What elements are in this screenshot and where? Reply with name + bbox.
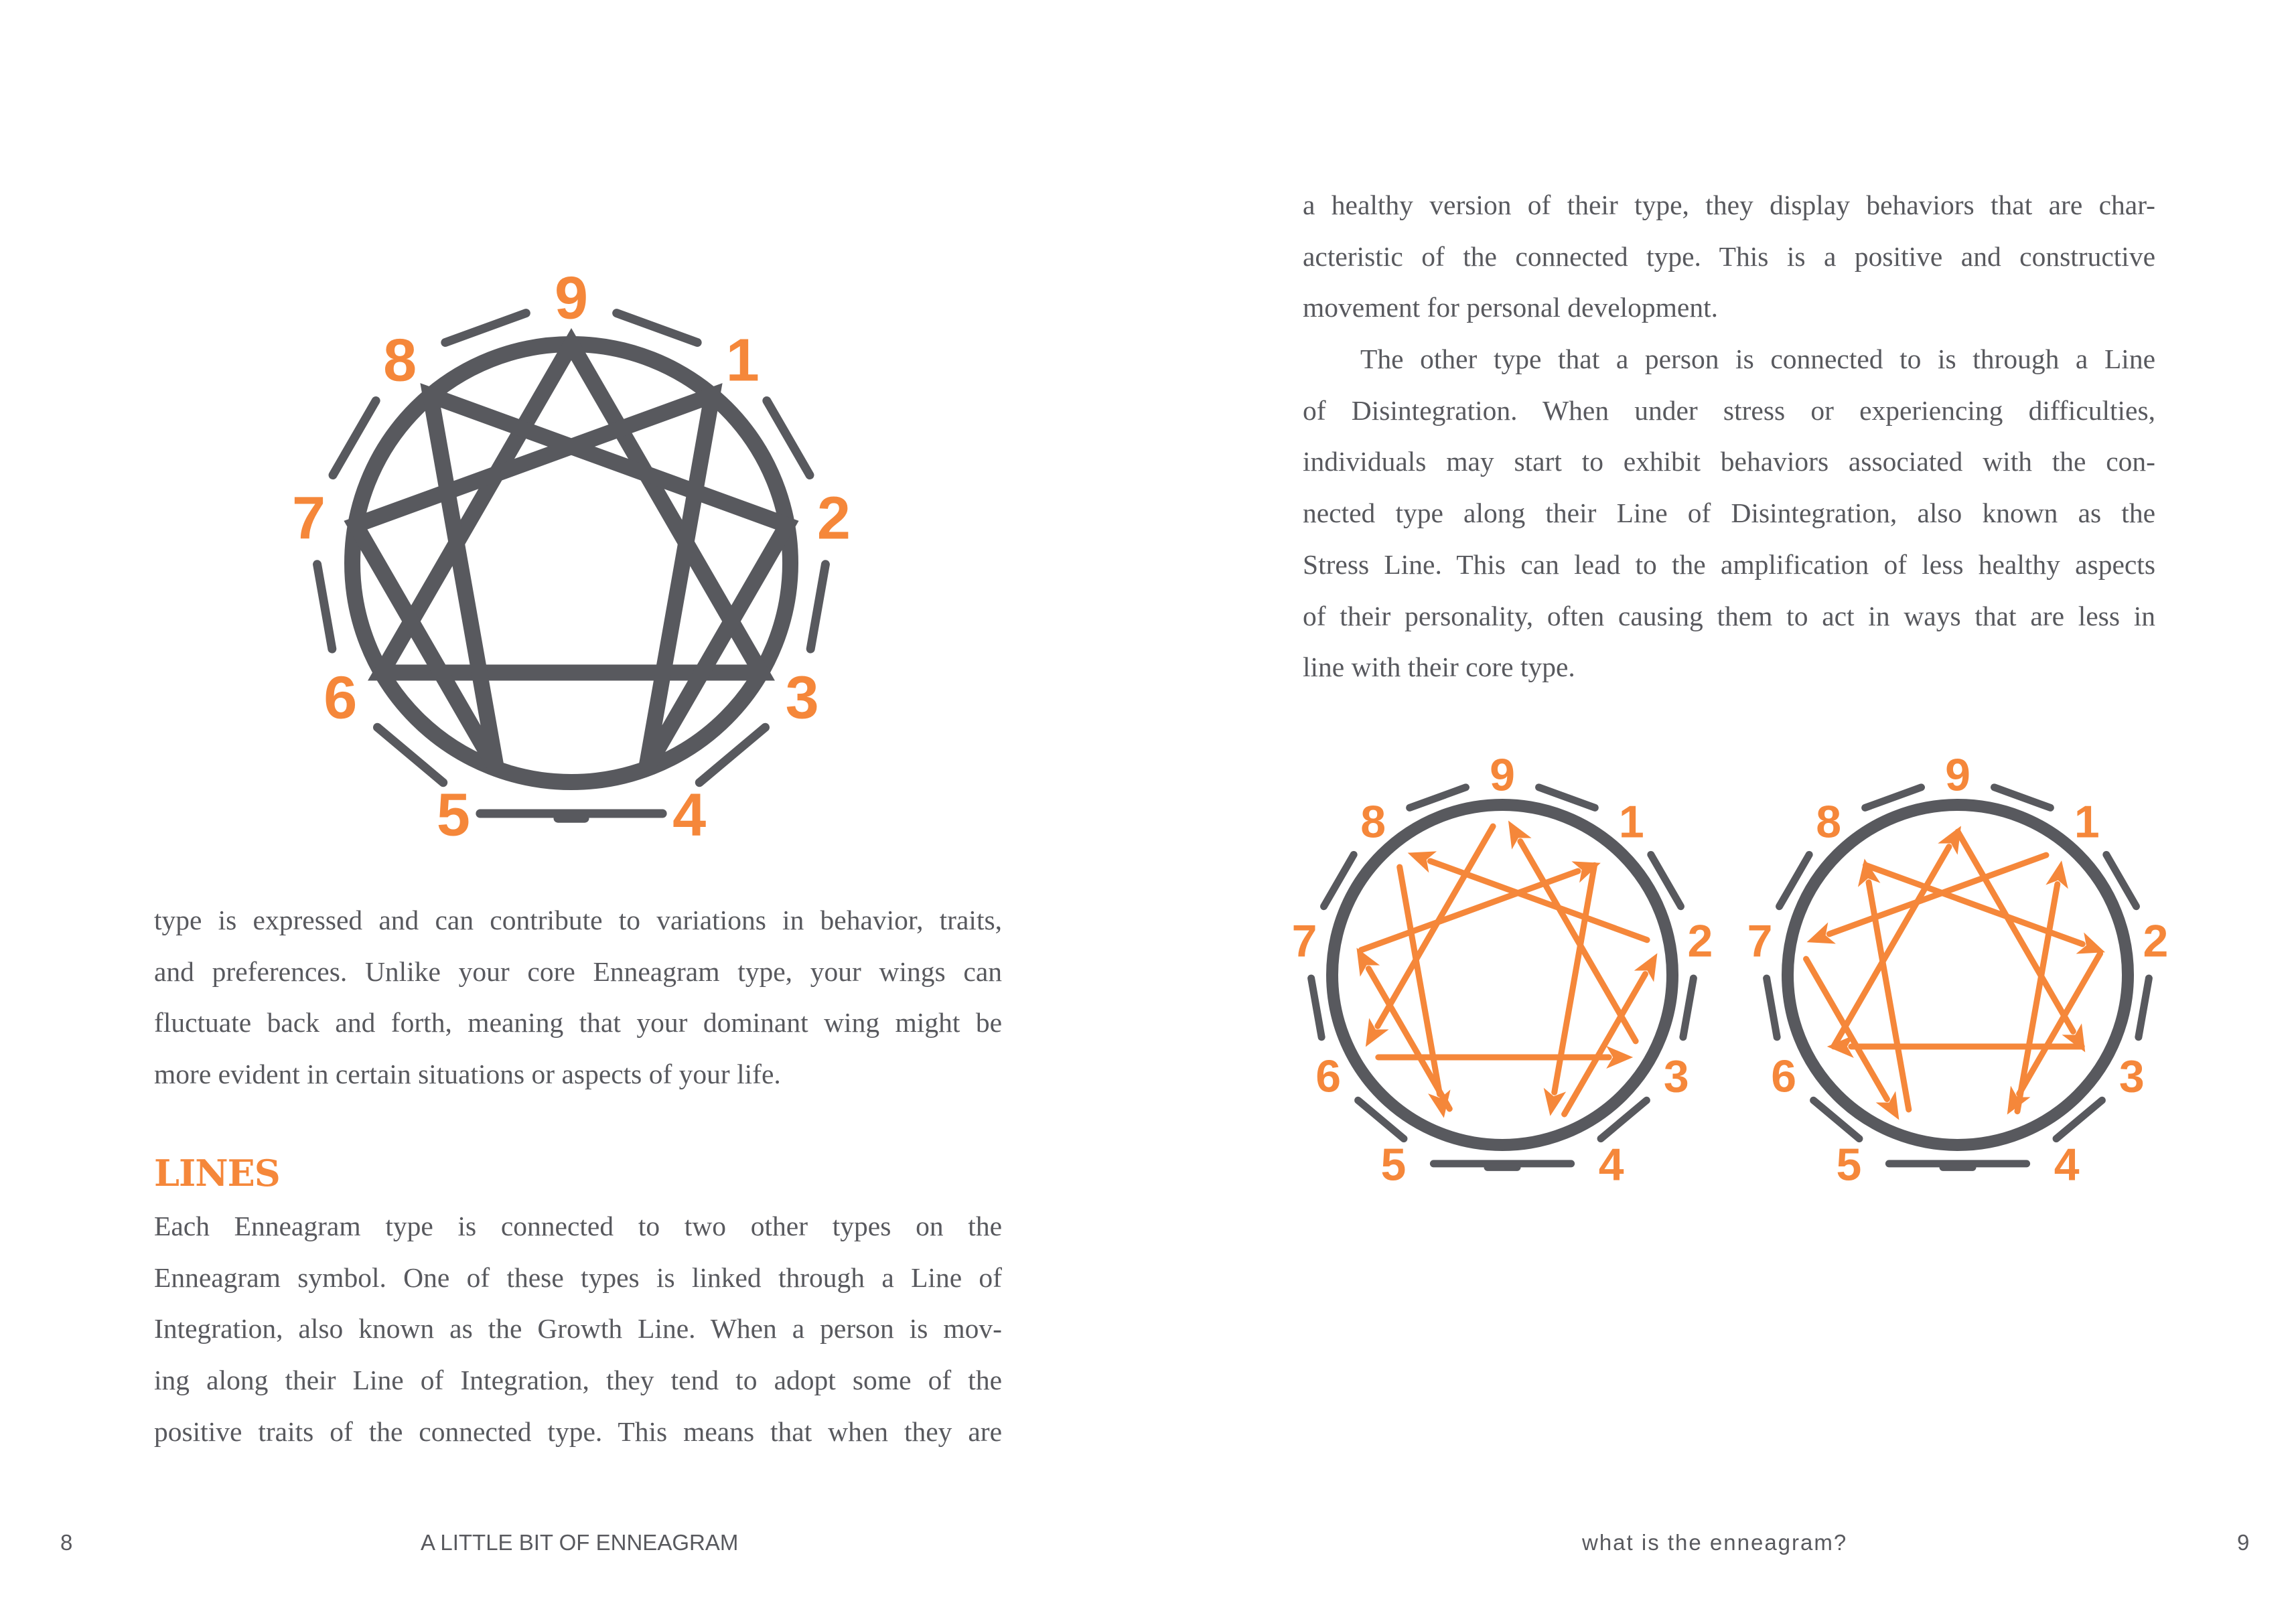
wing-arc-segment bbox=[1683, 978, 1693, 1037]
point-label-9: 9 bbox=[554, 264, 589, 332]
text-line: Stress Line. This can lead to the amplification of less healthy aspects bbox=[1303, 548, 2155, 580]
text-line: of Disintegration. When under stress or experiencing difficulties, bbox=[1303, 394, 2155, 426]
text-line: more evident in certain situations or aspects of your life. bbox=[154, 1059, 781, 1090]
point-label-2: 2 bbox=[816, 485, 851, 552]
point-label-1: 1 bbox=[725, 327, 760, 394]
point-label-3: 3 bbox=[1663, 1051, 1689, 1102]
point-label-4: 4 bbox=[2054, 1139, 2080, 1191]
point-label-1: 1 bbox=[2074, 796, 2100, 848]
point-label-6: 6 bbox=[1315, 1051, 1342, 1102]
point-label-3: 3 bbox=[2119, 1051, 2145, 1102]
text-line: movement for personal development. bbox=[1303, 292, 1719, 323]
point-label-5: 5 bbox=[1380, 1139, 1407, 1191]
point-label-7: 7 bbox=[1747, 915, 1773, 967]
main-enneagram-diagram bbox=[0, 0, 1148, 870]
page-number-right: 9 bbox=[2237, 1530, 2250, 1555]
point-label-7: 7 bbox=[292, 485, 326, 552]
text-line: nected type along their Line of Disintegration, also known as the bbox=[1303, 498, 2155, 529]
enneagram-stress-arrows-icon bbox=[1148, 703, 1724, 1272]
wing-arc-segment bbox=[810, 564, 825, 649]
text-line: individuals may start to exhibit behaviors associated with the con- bbox=[1303, 446, 2155, 477]
growth-arrows-diagram bbox=[1724, 703, 2296, 1272]
point-label-7: 7 bbox=[1291, 915, 1317, 967]
text-line: and preferences. Unlike your core Enneagram type, your wings can bbox=[154, 955, 1002, 987]
wing-arc-segment bbox=[1311, 978, 1321, 1037]
continuation-paragraph bbox=[1303, 179, 2155, 333]
arrow-4-to-2 bbox=[1565, 974, 1646, 1114]
text-line: Integration, also known as the Growth Line. When a person is mov- bbox=[154, 1313, 1002, 1345]
text-line: line with their core type. bbox=[1303, 652, 1575, 683]
lines-paragraph bbox=[154, 1201, 1002, 1458]
point-label-4: 4 bbox=[1598, 1139, 1624, 1191]
text-line: Enneagram symbol. One of these types is linked through a Line of bbox=[154, 1261, 1002, 1293]
point-label-8: 8 bbox=[1816, 796, 1842, 848]
point-label-9: 9 bbox=[1945, 749, 1970, 801]
wing-arc-segment bbox=[2139, 978, 2149, 1037]
running-head-book-title: A LITTLE BIT OF ENNEAGRAM bbox=[421, 1530, 739, 1555]
point-label-6: 6 bbox=[324, 664, 358, 732]
point-label-3: 3 bbox=[785, 664, 819, 732]
point-label-8: 8 bbox=[383, 327, 417, 394]
point-label-1: 1 bbox=[1618, 796, 1644, 848]
wing-arc-segment bbox=[1767, 978, 1777, 1037]
point-label-9: 9 bbox=[1490, 749, 1515, 801]
enneagram-circle bbox=[352, 344, 790, 782]
point-label-5: 5 bbox=[436, 781, 470, 849]
page-number-left: 8 bbox=[60, 1530, 73, 1555]
right-page bbox=[1148, 0, 2296, 1607]
wing-arc-segment bbox=[317, 564, 332, 649]
section-heading-lines: LINES bbox=[154, 1152, 280, 1195]
wing-arc-segment bbox=[617, 313, 698, 343]
point-label-2: 2 bbox=[2143, 915, 2169, 967]
wings-paragraph bbox=[154, 895, 1002, 1100]
stress-arrows-diagram bbox=[1148, 703, 1724, 1272]
text-line: Each Enneagram type is connected to two other types on the bbox=[154, 1211, 1002, 1241]
text-line: a healthy version of their type, they display behaviors that are char- bbox=[1303, 189, 2155, 220]
point-label-8: 8 bbox=[1360, 796, 1386, 848]
point-label-5: 5 bbox=[1836, 1139, 1862, 1191]
point-label-4: 4 bbox=[672, 781, 707, 849]
point-label-6: 6 bbox=[1771, 1051, 1797, 1102]
text-line: of their personality, often causing them to act in ways that are less in bbox=[1303, 600, 2155, 631]
point-label-2: 2 bbox=[1687, 915, 1713, 967]
disintegration-paragraph bbox=[1303, 333, 2155, 693]
running-head-chapter-title: what is the enneagram? bbox=[1582, 1530, 1848, 1555]
enneagram-circle bbox=[1788, 805, 2128, 1145]
text-line: The other type that a person is connected to is through a Line bbox=[1360, 343, 2155, 374]
text-line: ing along their Line of Integration, they tend to adopt some of the bbox=[154, 1365, 1002, 1396]
text-line: acteristic of the connected type. This is a positive and constructive bbox=[1303, 240, 2155, 272]
arrow-7-to-1 bbox=[1361, 871, 1578, 950]
wing-arc-segment bbox=[445, 313, 526, 343]
enneagram-growth-arrows-icon bbox=[1724, 703, 2296, 1272]
text-line: positive traits of the connected type. This means that when they are bbox=[154, 1415, 1002, 1447]
text-line: type is expressed and can contribute to variations in behavior, traits, bbox=[154, 905, 1002, 935]
enneagram-symbol-icon bbox=[0, 0, 1148, 870]
enneagram-circle bbox=[1332, 805, 1672, 1145]
text-line: fluctuate back and forth, meaning that your dominant wing might be bbox=[154, 1007, 1002, 1039]
